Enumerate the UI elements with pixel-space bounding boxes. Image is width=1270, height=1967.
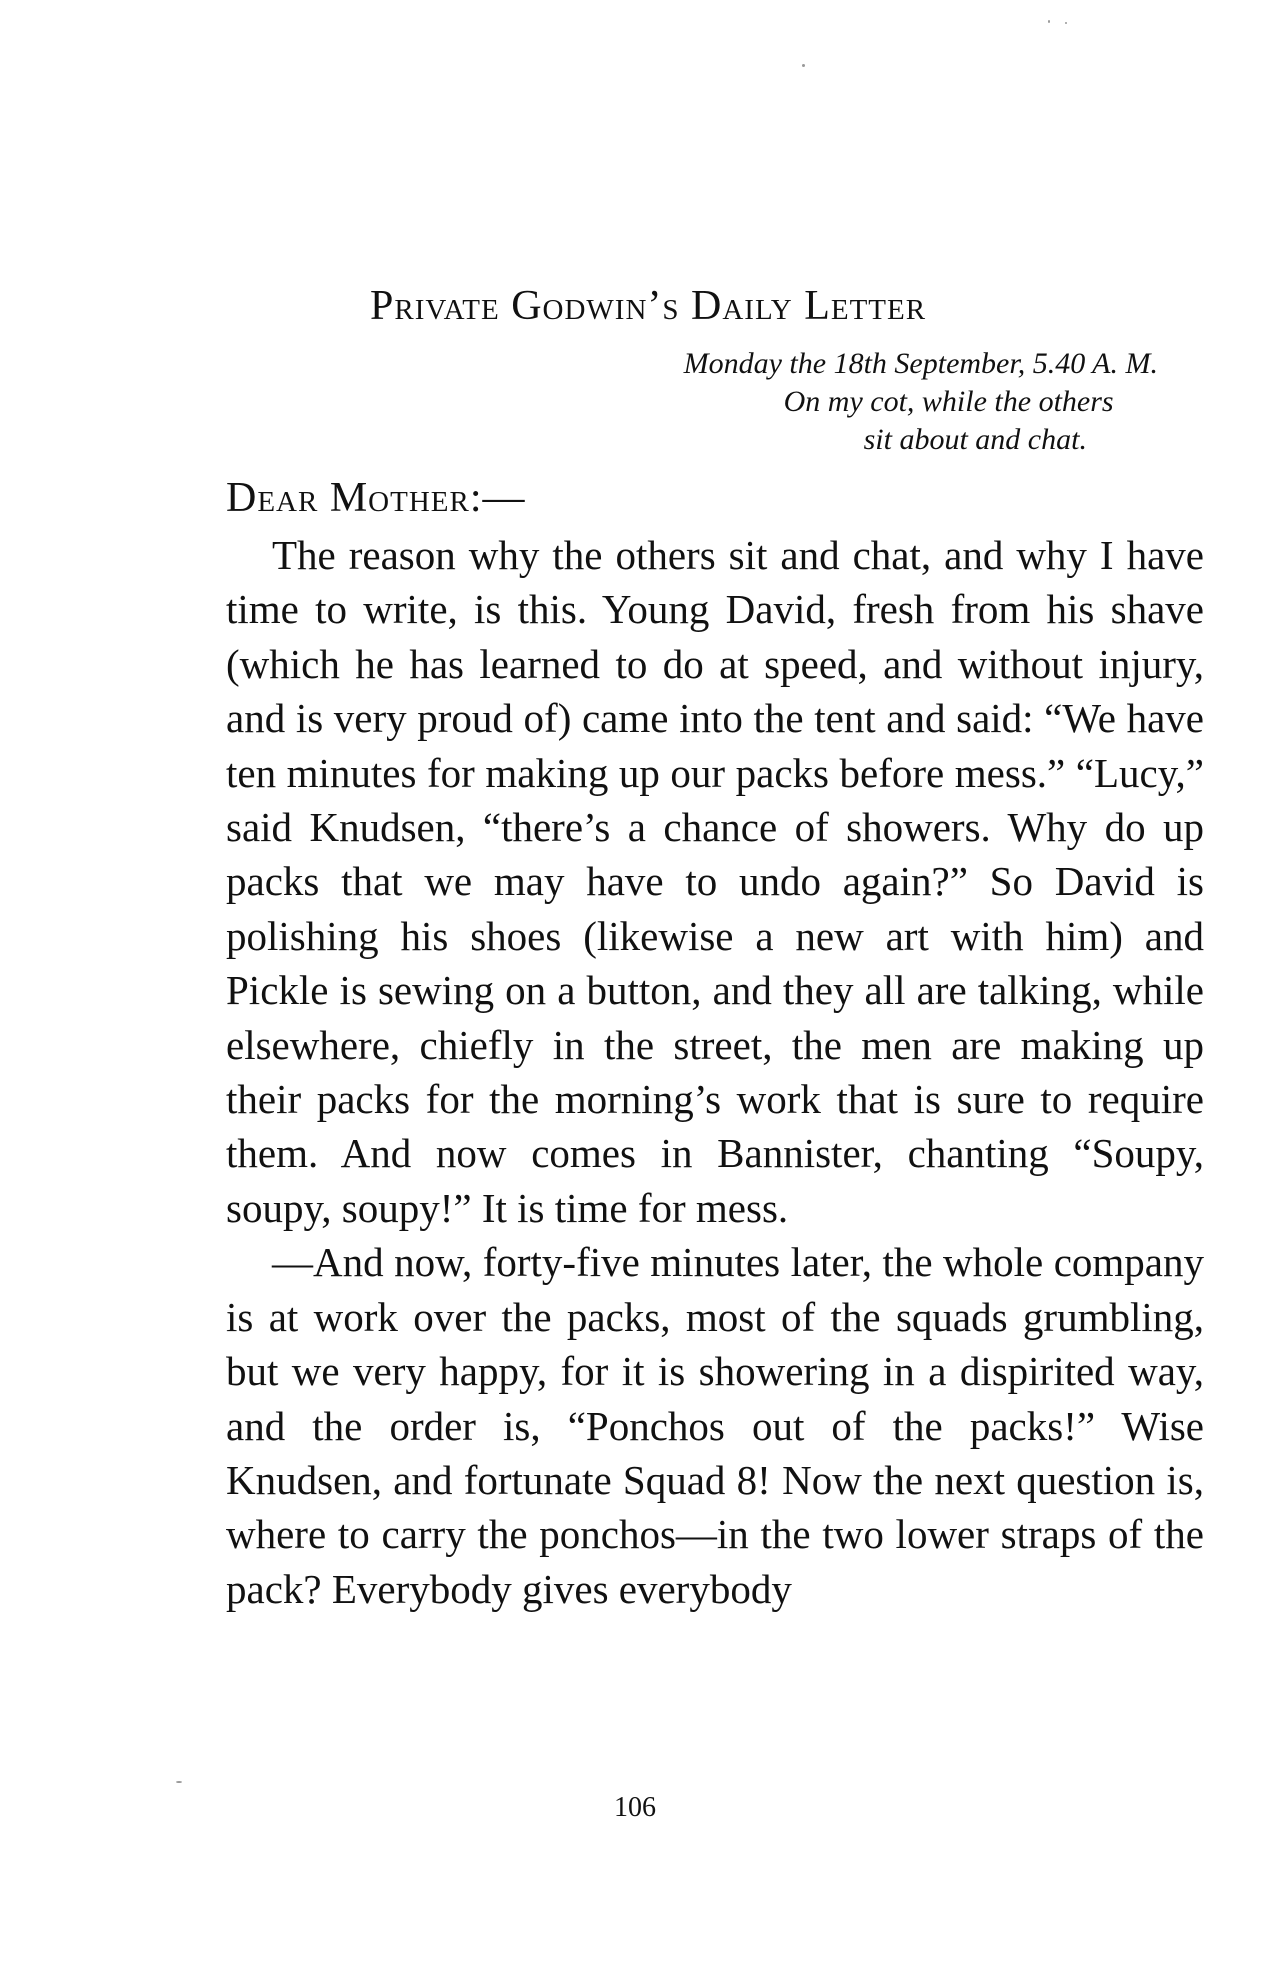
paragraph: The reason why the others sit and chat, and why I have time to write, is this. Young David, fresh from his shave (which he has learned to do at speed, and without injury, and is very proud of) came into the tent and said: “We have ten minutes for making up our packs before mess.” “Lucy,” said Knudsen, “there’s a chance of showers. Why do up packs that we may have to undo again?” So David is polishing his shoes (likewise a new art with him) and Pickle is sewing on a button, and they all are talking, while elsewhere, chiefly in the street, the men are making up their packs for the morning’s work that is sure to require them. And now comes in Bannister, chanting “Soupy, soupy, soupy!” It is time for mess.: [226, 532, 1204, 1231]
dateline-place: On my cot, while the others: [783, 385, 1114, 418]
paper-speck: [1048, 20, 1050, 23]
dateline-date: Monday the 18th September, 5.40 A. M.: [683, 347, 1158, 380]
paper-speck: [176, 1781, 182, 1783]
salutation: Dear Mother:—: [226, 475, 526, 521]
dateline-place-continued: sit about and chat.: [863, 423, 1087, 456]
page-number: 106: [614, 1792, 656, 1823]
dateline: [684, 345, 1158, 459]
paragraph: —And now, forty-five minutes later, the whole company is at work over the packs, most of the squads grumbling, but we very happy, for it is showering in a dispirited way, and the order is, “Ponchos out of the packs!” Wise Knudsen, and fortunate Squad 8! Now the next question is, where to carry the ponchos—in the two lower straps of the pack? Everybody gives everybody: [226, 1239, 1204, 1612]
letter-body: [226, 528, 1204, 1616]
letter-title: Private Godwin’s Daily Letter: [370, 283, 927, 329]
paper-speck: [1065, 22, 1067, 24]
paper-speck: [802, 64, 805, 67]
